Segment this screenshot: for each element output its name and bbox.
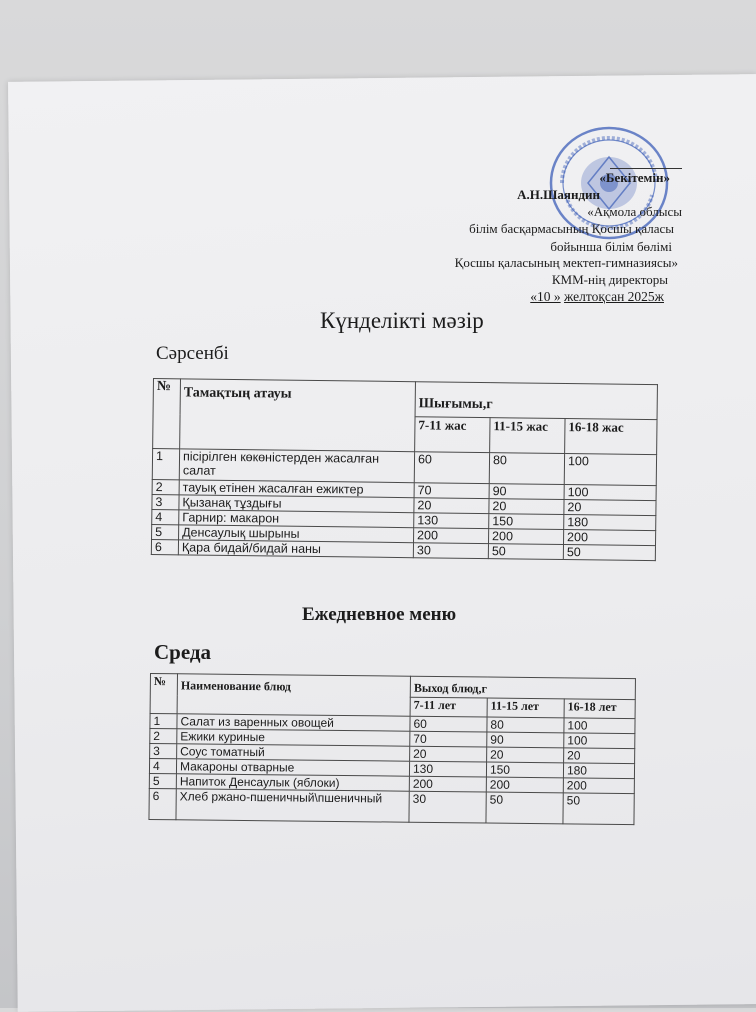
age-header: 11-15 жас xyxy=(490,418,565,454)
age-header: 11-15 лет xyxy=(487,698,564,718)
yield-value: 80 xyxy=(489,453,564,485)
approval-line-3: бойынша білім бөлімі xyxy=(550,239,672,254)
yield-value: 80 xyxy=(487,717,564,733)
row-number: 1 xyxy=(152,449,179,480)
yield-value: 20 xyxy=(564,500,656,516)
table-header-row xyxy=(150,674,635,700)
dish-name: Денсаулық шырыны xyxy=(179,525,414,543)
yield-value: 200 xyxy=(486,777,563,793)
approval-line-1: «Ақмола облысы xyxy=(587,204,682,219)
yield-value: 200 xyxy=(414,528,489,544)
dish-name: Макароны отварные xyxy=(176,759,409,776)
approval-line-5: КММ-нің директоры xyxy=(551,272,668,287)
yield-value: 60 xyxy=(410,716,487,732)
age-header: 7-11 лет xyxy=(410,697,487,717)
row-number: 4 xyxy=(152,509,179,524)
row-number: 3 xyxy=(152,494,179,509)
row-number: 3 xyxy=(150,744,177,759)
dish-name: Хлеб ржано-пшеничный\пшеничный xyxy=(176,789,409,822)
col-name-header: Наименование блюд xyxy=(177,674,410,716)
row-number: 2 xyxy=(150,729,177,744)
page-title-kz: Күнделікті мәзір xyxy=(320,308,484,333)
yield-value: 70 xyxy=(414,483,489,499)
menu-table-kz xyxy=(151,378,658,561)
age-header: 7-11 жас xyxy=(415,417,490,453)
yield-value: 90 xyxy=(489,484,564,500)
yield-value: 100 xyxy=(564,733,635,749)
row-number: 5 xyxy=(149,773,176,788)
approval-line-4: Қосшы қаласының мектеп-гимназиясы» xyxy=(454,255,678,270)
dish-name: Қызанақ тұздығы xyxy=(179,495,414,513)
yield-value: 70 xyxy=(410,731,487,747)
yield-value: 150 xyxy=(489,514,564,530)
age-header: 16-18 жас xyxy=(565,419,657,455)
yield-value: 20 xyxy=(564,748,635,764)
dish-name: пісірілген көкөністерден жасалған салат xyxy=(179,449,414,483)
approval-date-day: «10 » xyxy=(530,289,561,304)
approval-date xyxy=(530,289,664,305)
yield-value: 130 xyxy=(409,761,486,777)
dish-name: Гарнир: макарон xyxy=(179,510,414,528)
approver-name: А.Н.Шаяндин xyxy=(517,187,600,202)
yield-value: 130 xyxy=(414,513,489,529)
row-number: 6 xyxy=(149,788,176,819)
dish-name: Напиток Денсаулык (яблоки) xyxy=(176,774,409,791)
yield-value: 20 xyxy=(487,747,564,763)
weekday-kz: Сәрсенбі xyxy=(156,343,229,364)
page-title-ru: Ежедневное меню xyxy=(302,604,457,625)
yield-value: 200 xyxy=(563,778,634,794)
yield-value: 20 xyxy=(414,498,489,514)
yield-value: 200 xyxy=(409,776,486,792)
col-yield-header: Выход блюд,г xyxy=(410,676,635,699)
yield-value: 100 xyxy=(564,454,656,486)
yield-value: 180 xyxy=(564,515,656,531)
col-name-header: Тамақтың атауы xyxy=(180,379,416,452)
yield-value: 30 xyxy=(413,543,488,559)
yield-value: 20 xyxy=(410,746,487,762)
approval-word: «Бекітемін» xyxy=(599,170,670,185)
signature-line xyxy=(610,168,682,169)
yield-value: 30 xyxy=(409,791,486,823)
yield-value: 90 xyxy=(487,732,564,748)
yield-value: 100 xyxy=(564,485,656,501)
yield-value: 200 xyxy=(563,530,655,546)
yield-value: 150 xyxy=(486,762,563,778)
row-number: 1 xyxy=(150,714,177,729)
dish-name: Қара бидай/бидай наны xyxy=(178,540,413,558)
dish-name: Салат из варенных овощей xyxy=(177,714,410,731)
dish-name: Ежики куриные xyxy=(177,729,410,746)
approval-date-month-year: желтоқсан 2025ж xyxy=(564,289,664,304)
col-yield-header: Шығымы,г xyxy=(415,382,657,420)
yield-value: 50 xyxy=(563,545,655,561)
table-header-row xyxy=(153,379,657,420)
yield-value: 50 xyxy=(563,793,634,825)
age-header: 16-18 лет xyxy=(564,699,635,719)
col-num-header: № xyxy=(150,674,177,714)
yield-value: 50 xyxy=(486,792,563,824)
dish-name: тауық етінен жасалған ежиктер xyxy=(179,480,414,498)
yield-value: 60 xyxy=(414,452,489,484)
row-number: 5 xyxy=(152,524,179,539)
yield-value: 20 xyxy=(489,499,564,515)
yield-value: 50 xyxy=(488,544,563,560)
dish-name: Соус томатный xyxy=(177,744,410,761)
row-number: 4 xyxy=(149,759,176,774)
row-number: 2 xyxy=(152,479,179,494)
approval-line-2: білім басқармасының Қосшы қаласы xyxy=(469,221,674,236)
yield-value: 180 xyxy=(563,763,634,779)
row-number: 6 xyxy=(151,539,178,554)
weekday-ru: Среда xyxy=(154,640,212,664)
table-row xyxy=(149,788,634,824)
menu-table-ru xyxy=(148,673,636,825)
yield-value: 100 xyxy=(564,718,635,734)
col-num-header: № xyxy=(153,379,181,449)
yield-value: 200 xyxy=(489,529,564,545)
